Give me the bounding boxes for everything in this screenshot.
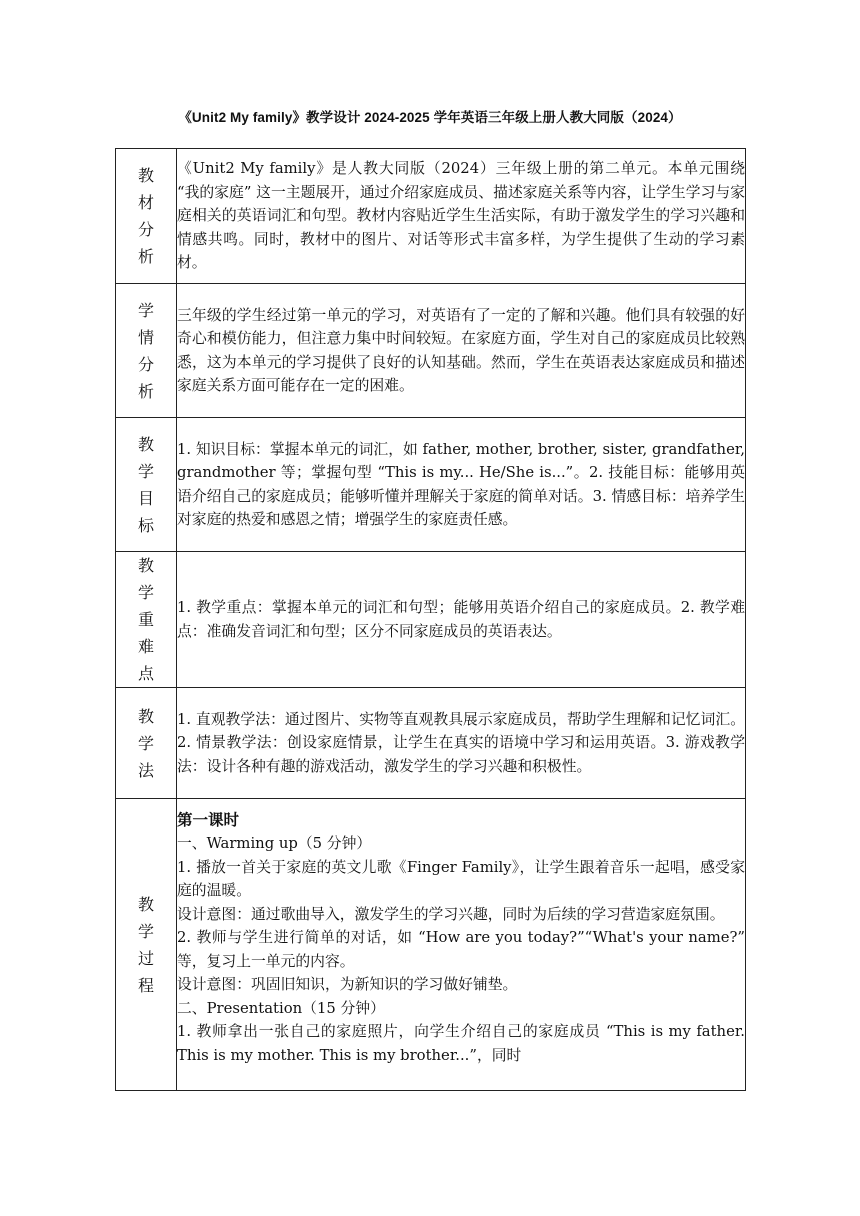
row-label-cell xyxy=(116,149,177,284)
process-line: 设计意图：通过歌曲导入，激发学生的学习兴趣，同时为后续的学习营造家庭氛围。 xyxy=(177,905,725,923)
process-line: 一、Warming up（5 分钟） xyxy=(177,835,372,852)
teaching-process-cell xyxy=(177,799,746,1091)
row-content: 1. 知识目标：掌握本单元的词汇，如 father, mother, brother, sister, grandfather, grandmother 等；掌握句型 “This is my... He/She is...”。2. 技能目标：能够用英语介绍自己的家庭成员；能够听懂并理解关于家庭的简单对话。3. 情感目标：培养学生对家庭的热爱和感恩之情；增强学生的家庭责任感。 xyxy=(177,440,745,528)
table-row xyxy=(116,284,746,418)
row-content-cell xyxy=(177,418,746,552)
teaching-process-body xyxy=(177,809,745,1081)
row-label-cell xyxy=(116,799,177,1091)
row-label: 教学法 xyxy=(137,706,154,780)
row-content: 三年级的学生经过第一单元的学习，对英语有了一定的了解和兴趣。他们具有较强的好奇心和模仿能力，但注意力集中时间较短。在家庭方面，学生对自己的家庭成员比较熟悉，这为本单元的学习提供了良好的认知基础。然而，学生在英语表达家庭成员和描述家庭关系方面可能存在一定的困难。 xyxy=(177,306,745,394)
row-label: 教学重难点 xyxy=(137,556,154,683)
row-content-cell xyxy=(177,149,746,284)
period-title: 第一课时 xyxy=(177,812,240,829)
table-row xyxy=(116,552,746,688)
lesson-plan-table xyxy=(115,148,746,1091)
process-line: 二、Presentation（15 分钟） xyxy=(177,999,385,1017)
row-label-cell xyxy=(116,418,177,552)
row-label-cell xyxy=(116,688,177,799)
row-label-cell xyxy=(116,284,177,418)
row-content: 《Unit2 My family》是人教大同版（2024）三年级上册的第二单元。本单元围绕 “我的家庭” 这一主题展开，通过介绍家庭成员、描述家庭关系等内容，让学生学习与家庭相关的英语词汇和句型。教材内容贴近学生生活实际，有助于激发学生的学习兴趣和情感共鸣。同时，教材中的图片、对话等形式丰富多样，为学生提供了生动的学习素材。 xyxy=(177,160,745,272)
process-line: 1. 教师拿出一张自己的家庭照片，向学生介绍自己的家庭成员 “This is my father. This is my mother. This is my brother...”，同时 xyxy=(177,1023,745,1064)
row-label: 教材分析 xyxy=(137,166,154,266)
row-content-cell xyxy=(177,284,746,418)
table-row xyxy=(116,418,746,552)
row-content: 1. 直观教学法：通过图片、实物等直观教具展示家庭成员，帮助学生理解和记忆词汇。2. 情景教学法：创设家庭情景，让学生在真实的语境中学习和运用英语。3. 游戏教学法：设计各种有趣的游戏活动，激发学生的学习兴趣和积极性。 xyxy=(177,710,745,775)
row-content-cell xyxy=(177,552,746,688)
row-label-cell xyxy=(116,552,177,688)
row-label: 学情分析 xyxy=(137,300,154,401)
table-row xyxy=(116,149,746,284)
process-line: 2. 教师与学生进行简单的对话，如 “How are you today?”“What's your name?” 等，复习上一单元的内容。 xyxy=(177,929,745,970)
table-row xyxy=(116,688,746,799)
document-title: 《Unit2 My family》教学设计 2024-2025 学年英语三年级上册人教大同版（2024） xyxy=(178,110,682,125)
row-content: 1. 教学重点：掌握本单元的词汇和句型；能够用英语介绍自己的家庭成员。2. 教学难点：准确发音词汇和句型；区分不同家庭成员的英语表达。 xyxy=(177,599,745,640)
process-line: 设计意图：巩固旧知识，为新知识的学习做好铺垫。 xyxy=(177,976,518,993)
row-label: 教学过程 xyxy=(137,894,154,995)
row-label: 教学目标 xyxy=(137,434,154,535)
table-row xyxy=(116,799,746,1091)
process-line: 1. 播放一首关于家庭的英文儿歌《Finger Family》，让学生跟着音乐一起唱，感受家庭的温暖。 xyxy=(177,858,745,899)
row-content-cell xyxy=(177,688,746,799)
